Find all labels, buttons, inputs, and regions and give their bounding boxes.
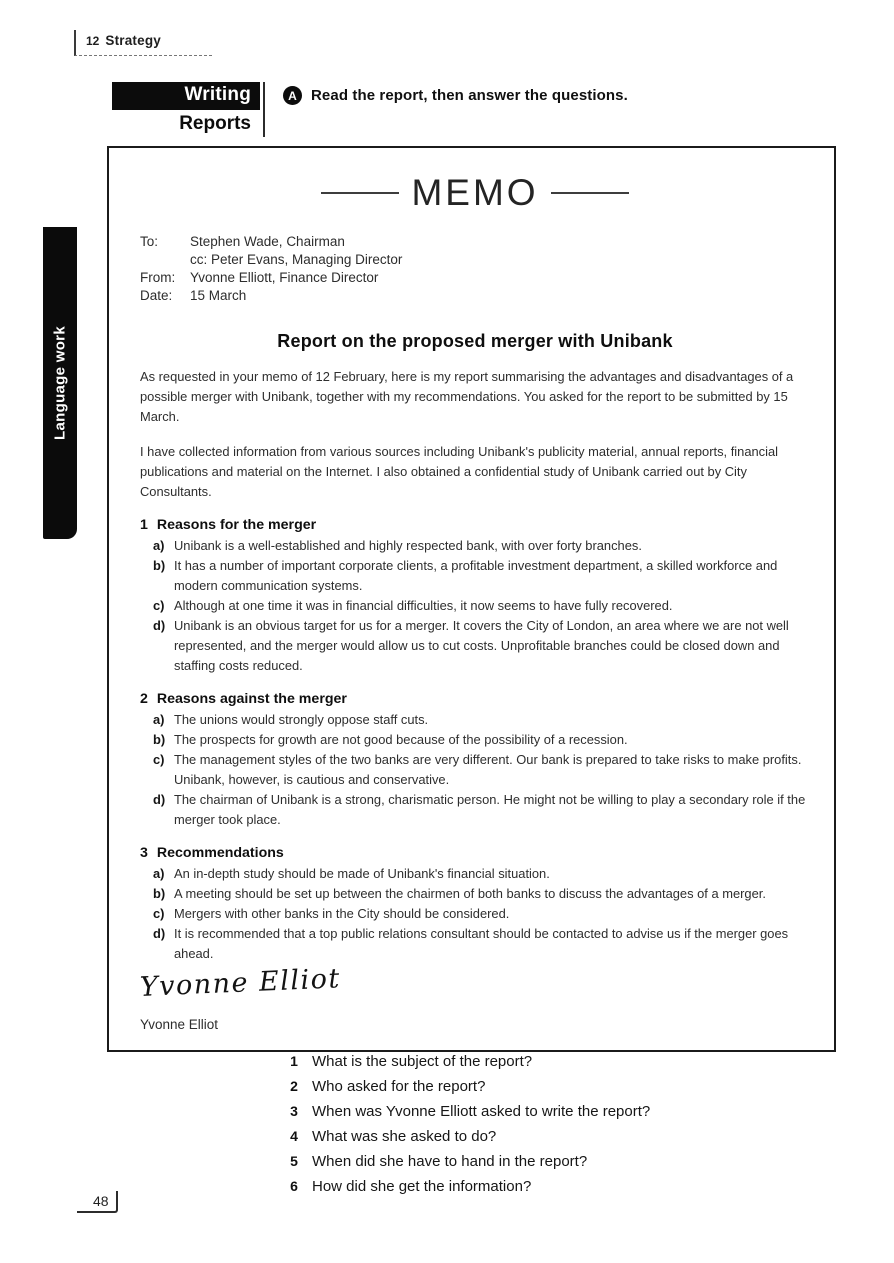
section-heading — [140, 517, 810, 533]
section-title: Recommendations — [156, 845, 284, 861]
memo-document — [107, 146, 836, 1052]
section-items — [140, 710, 810, 830]
item-text: The chairman of Unibank is a strong, charismatic person. He might not be willing to play a secondary role if the merger took place. — [174, 792, 806, 827]
section-title: Reasons for the merger — [156, 517, 317, 533]
signatory-name: Yvonne Elliot — [140, 1017, 219, 1032]
exercise-a-marker-icon: A — [283, 86, 302, 105]
item-letter: b) — [153, 732, 166, 747]
memo-title-rule-left — [321, 192, 399, 194]
memo-title: MEMO — [411, 172, 539, 213]
item-text: Unibank is an obvious target for us for a merger. It covers the City of London, an area where we are not well represented, and the merger would allow us to cut costs. Unprofitable branches could be closed down and staffing costs reduced. — [174, 618, 789, 673]
list-item — [153, 536, 810, 556]
question-text: When was Yvonne Elliott asked to write the report? — [312, 1103, 651, 1120]
memo-section-recommendations — [140, 845, 810, 964]
section-items — [140, 536, 810, 676]
memo-field-date — [140, 287, 810, 305]
memo-field-value: 15 March — [190, 288, 247, 303]
list-item — [153, 924, 810, 964]
memo-section-reasons-for — [140, 517, 810, 676]
memo-field-label: To: — [140, 234, 159, 249]
item-text: An in-depth study should be made of Unibank's financial situation. — [174, 866, 550, 881]
language-work-tab-label: Language work — [51, 326, 69, 440]
question-number: 2 — [290, 1078, 298, 1094]
chapter-header — [74, 30, 212, 56]
unit-subtitle: Reports — [179, 113, 251, 134]
list-item — [153, 750, 810, 790]
page-number: 48 — [77, 1191, 118, 1213]
question-text: When did she have to hand in the report? — [312, 1153, 588, 1170]
question-row — [289, 1153, 650, 1170]
item-letter: c) — [153, 598, 165, 613]
item-text: The prospects for growth are not good because of the possibility of a recession. — [174, 732, 628, 747]
questions-list — [289, 1053, 650, 1203]
memo-section-reasons-against — [140, 691, 810, 830]
list-item — [153, 596, 810, 616]
question-row — [289, 1178, 650, 1195]
question-row — [289, 1103, 650, 1120]
item-letter: c) — [153, 906, 165, 921]
section-title: Reasons against the merger — [156, 691, 347, 707]
list-item — [153, 864, 810, 884]
question-text: What is the subject of the report? — [312, 1053, 533, 1070]
handwritten-signature: Yvonne Elliot — [139, 963, 342, 1003]
question-number: 4 — [290, 1128, 298, 1144]
memo-header-fields — [140, 233, 810, 305]
question-row — [289, 1128, 650, 1145]
item-text: A meeting should be set up between the chairmen of both banks to discuss the advantages of a merger. — [174, 886, 766, 901]
section-items — [140, 864, 810, 964]
chapter-title: Strategy — [105, 33, 161, 48]
question-number: 6 — [290, 1178, 298, 1194]
memo-field-to — [140, 233, 810, 251]
question-number: 5 — [290, 1153, 298, 1169]
list-item — [153, 904, 810, 924]
memo-field-value: Yvonne Elliott, Finance Director — [190, 270, 379, 285]
list-item — [153, 556, 810, 596]
section-number: 2 — [140, 691, 148, 707]
memo-field-label: Date: — [140, 288, 173, 303]
chapter-number: 12 — [86, 34, 100, 48]
question-row — [289, 1053, 650, 1070]
item-letter: d) — [153, 618, 166, 633]
item-text: It has a number of important corporate clients, a profitable investment department, a skilled workforce and modern communication systems. — [174, 558, 778, 593]
list-item — [153, 884, 810, 904]
section-number: 3 — [140, 845, 148, 861]
list-item — [153, 616, 810, 676]
report-title: Report on the proposed merger with Unibank — [277, 331, 673, 351]
question-text: How did she get the information? — [312, 1178, 532, 1195]
memo-field-from — [140, 269, 810, 287]
memo-paragraph-1: As requested in your memo of 12 February, here is my report summarising the advantages and disadvantages of a possible merger with Unibank, together with my recommendations. You asked for the report to be submitted by 15 March. — [140, 369, 794, 424]
section-heading — [140, 845, 810, 861]
question-text: What was she asked to do? — [312, 1128, 497, 1145]
question-row — [289, 1078, 650, 1095]
memo-field-value: cc: Peter Evans, Managing Director — [190, 252, 403, 267]
item-letter: a) — [153, 712, 165, 727]
exercise-instruction-row — [283, 86, 628, 105]
exercise-instruction: Read the report, then answer the questions. — [311, 87, 628, 104]
list-item — [153, 730, 810, 750]
item-text: Although at one time it was in financial difficulties, it now seems to have fully recovered. — [174, 598, 673, 613]
question-number: 3 — [290, 1103, 298, 1119]
item-letter: d) — [153, 792, 166, 807]
memo-field-cc — [140, 251, 810, 269]
memo-title-rule-right — [551, 192, 629, 194]
list-item — [153, 790, 810, 830]
unit-title: Writing — [112, 82, 260, 110]
memo-paragraph-2: I have collected information from various sources including Unibank's publicity material, annual reports, financial publications and material on the Internet. I also obtained a confidential study of Unibank carried out by City Consultants. — [140, 444, 778, 499]
item-text: Mergers with other banks in the City should be considered. — [174, 906, 510, 921]
unit-label — [112, 82, 265, 137]
item-letter: a) — [153, 538, 165, 553]
item-text: It is recommended that a top public relations consultant should be contacted to advise us if the merger goes ahead. — [174, 926, 789, 961]
memo-field-value: Stephen Wade, Chairman — [190, 234, 345, 249]
memo-title-row — [140, 172, 810, 214]
language-work-tab — [43, 227, 77, 539]
section-number: 1 — [140, 517, 148, 533]
item-letter: b) — [153, 886, 166, 901]
question-text: Who asked for the report? — [312, 1078, 486, 1095]
question-number: 1 — [290, 1053, 298, 1069]
item-letter: b) — [153, 558, 166, 573]
item-letter: c) — [153, 752, 165, 767]
memo-field-label — [140, 251, 190, 269]
item-text: The management styles of the two banks are very different. Our bank is prepared to take risks to make profits. Unibank, however, is cautious and conservative. — [174, 752, 802, 787]
section-heading — [140, 691, 810, 707]
list-item — [153, 710, 810, 730]
memo-field-label: From: — [140, 270, 176, 285]
item-letter: a) — [153, 866, 165, 881]
item-letter: d) — [153, 926, 166, 941]
item-text: The unions would strongly oppose staff cuts. — [174, 712, 429, 727]
item-text: Unibank is a well-established and highly respected bank, with over forty branches. — [174, 538, 642, 553]
